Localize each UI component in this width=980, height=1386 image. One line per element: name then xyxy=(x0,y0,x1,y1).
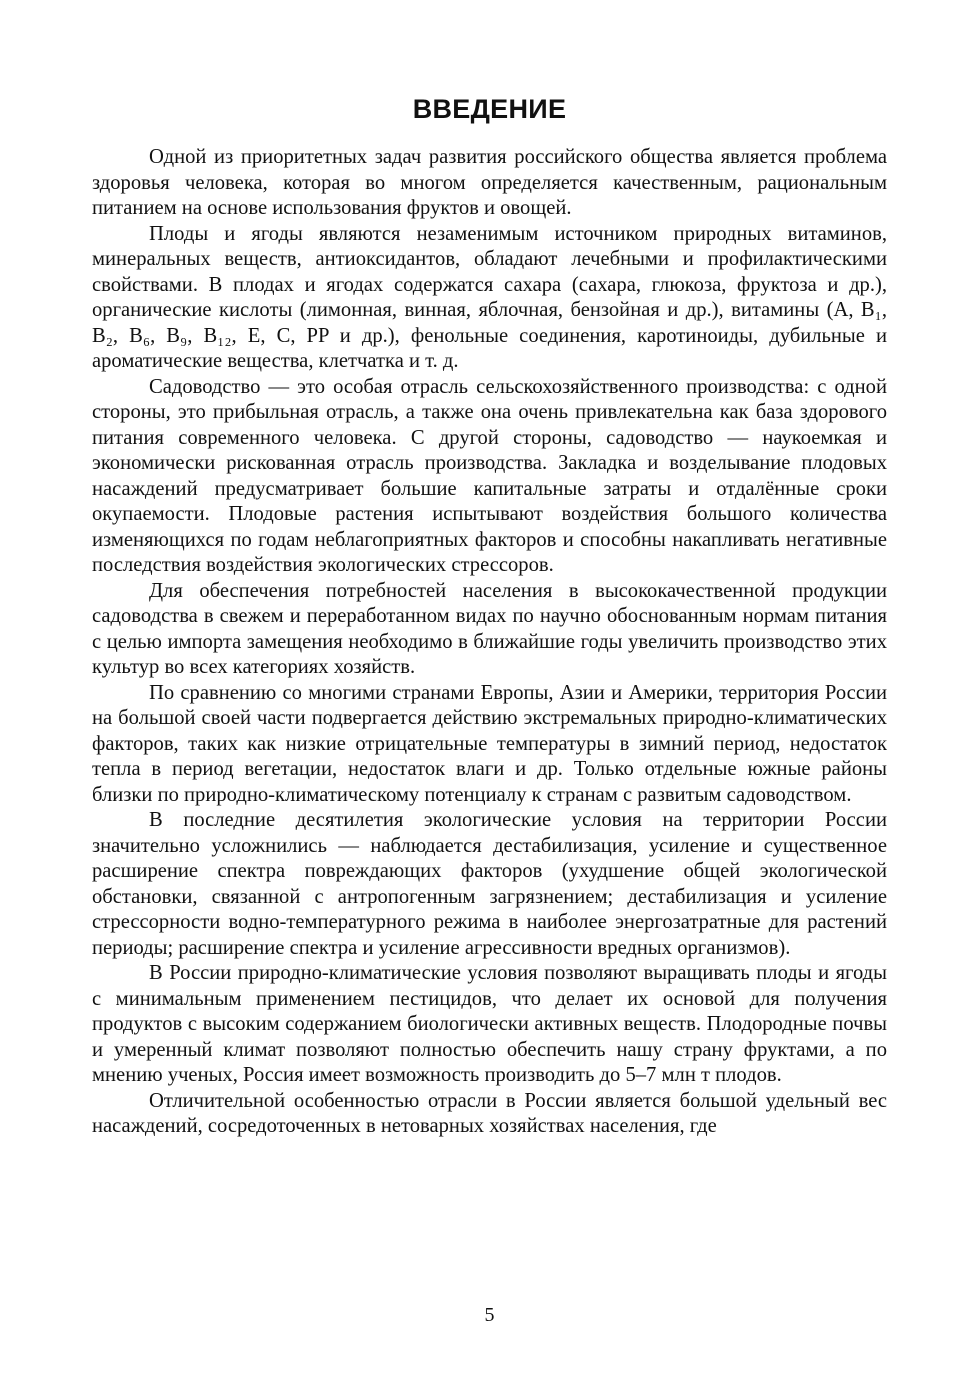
paragraph-6: В последние десятилетия экологические условия на территории России значительно усложнились — наблюдается дестабилизация, усиление и существенное расширение спектра повреждающих факторов (ухудшение общей экологической обстановки, связанной с антропогенным загрязнением; дестабилизация и усиление стрессорности водно-температурного режима в наиболее энергозатратные для растений периоды; расширение спектра и усиление агрессивности вредных организмов). xyxy=(92,809,887,959)
body-text xyxy=(92,145,887,1140)
paragraph-1: Одной из приоритетных задач развития российского общества является проблема здоровья человека, которая во многом определяется качественным, рациональным питанием на основе использования фруктов и овощей. xyxy=(92,146,887,219)
paragraph-4: Для обеспечения потребностей населения в высококачественной продукции садоводства в свежем и переработанном видах по научно обоснованным нормам питания с целью импорта замещения необходимо в ближайшие годы увеличить производство этих культур во всех категориях хозяйств. xyxy=(92,579,887,678)
paragraph-5: По сравнению со многими странами Европы, Азии и Америки, территория России на большой своей части подвергается действию экстремальных природно-климатических факторов, таких как низкие отрицательные температуры в зимний период, недостаток тепла в период вегетации, недостаток влаги и др. Только отдельные южные районы близки по природно-климатическому потенциалу к странам с развитым садоводством. xyxy=(92,681,887,806)
page-number: 5 xyxy=(484,1304,495,1326)
paragraph-2: Плоды и ягоды являются незаменимым источником природных витаминов, минеральных веществ, антиоксидантов, обладают лечебными и профилактическими свойствами. В плодах и ягодах содержатся сахара (сахара, глюкоза, фруктоза и др.), органические кислоты (лимонная, винная, яблочная, бензойная и др.), витамины (A, B₁, B₂, B₆, B₉, B₁₂, E, C, PP и др.), фенольные соединения, каротиноиды, дубильные и ароматические вещества, клетчатка и т. д. xyxy=(92,222,887,372)
paragraph-7: В России природно-климатические условия позволяют выращивать плоды и ягоды с минимальным применением пестицидов, что делает их основой для получения продуктов с высоким содержанием биологически активных веществ. Плодородные почвы и умеренный климат позволяют полностью обеспечить нашу страну фруктами, а по мнению ученых, Россия имеет возможность производить до 5–7 млн т плодов. xyxy=(92,962,887,1086)
paragraph-3: Садоводство — это особая отрасль сельскохозяйственного производства: с одной стороны, это прибыльная отрасль, а также она очень привлекательна как база здорового питания современного человека. С другой стороны, садоводство — наукоемкая и экономически рискованная отрасль производства. Закладка и возделывание плодовых насаждений предусматривает большие капитальные затраты и отдалённые сроки окупаемости. Плодовые растения испытывают воздействия большого количества изменяющихся по годам неблагоприятных факторов и способны накапливать негативные последствия воздействия экологических стрессоров. xyxy=(92,375,887,576)
document-page xyxy=(92,0,887,1386)
paragraph-8: Отличительной особенностью отрасли в России является большой удельный вес насаждений, сосредоточенных в нетоварных хозяйствах населения, где xyxy=(92,1089,887,1137)
page-title: ВВЕДЕНИЕ xyxy=(412,94,567,124)
